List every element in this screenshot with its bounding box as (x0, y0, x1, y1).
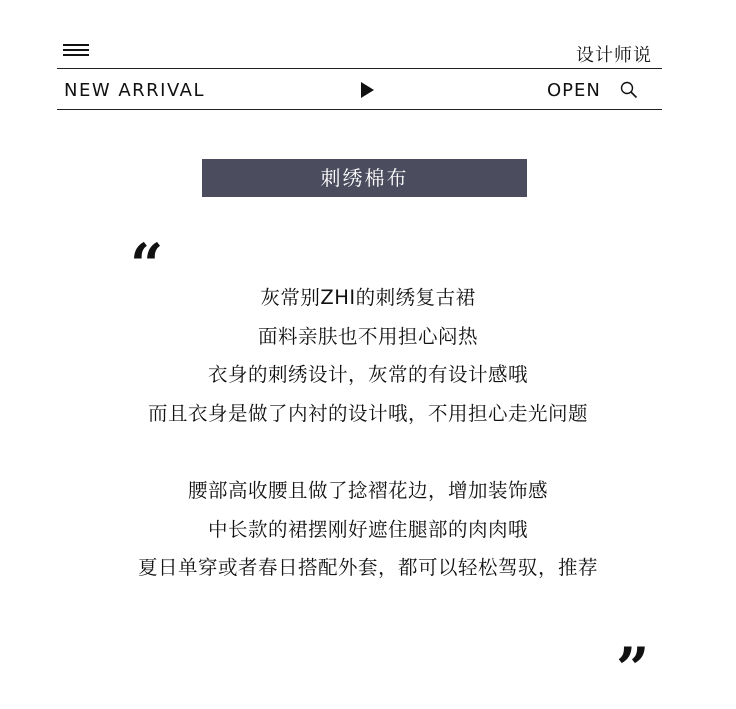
description-line: 灰常别ZHI的刺绣复古裙 (260, 286, 476, 309)
menu-line (63, 49, 89, 51)
open-quote-mark: “ (130, 231, 164, 299)
menu-line (63, 54, 89, 56)
menu-line (63, 44, 89, 46)
description-line: 而且衣身是做了内衬的设计哦，不用担心走光问题 (147, 401, 588, 425)
close-quote-mark: ” (616, 635, 650, 703)
designer-says-title: 设计师说 (576, 45, 652, 66)
description-line: 夏日单穿或者春日搭配外套，都可以轻松驾驭，推荐 (137, 556, 598, 579)
description-line: 腰部高收腰且做了捻褶花边，增加装饰感 (187, 479, 548, 502)
description-paragraph-2 (60, 472, 676, 588)
description-line: 面料亲肤也不用担心闷热 (257, 324, 478, 348)
top-bar (57, 38, 662, 69)
description-paragraph-1 (60, 279, 676, 433)
new-arrival-label[interactable]: NEW ARRIVAL (64, 80, 205, 101)
description-line: 衣身的刺绣设计，灰常的有设计感哦 (207, 363, 528, 386)
play-icon[interactable] (361, 82, 374, 98)
section-banner: 刺绣棉布 (202, 159, 527, 197)
nav-bar (57, 69, 662, 110)
hamburger-menu-icon[interactable] (63, 44, 89, 58)
open-label[interactable]: OPEN (547, 80, 601, 101)
description-line: 中长款的裙摆刚好遮住腿部的肉肉哦 (207, 517, 528, 541)
search-icon[interactable] (620, 81, 638, 99)
